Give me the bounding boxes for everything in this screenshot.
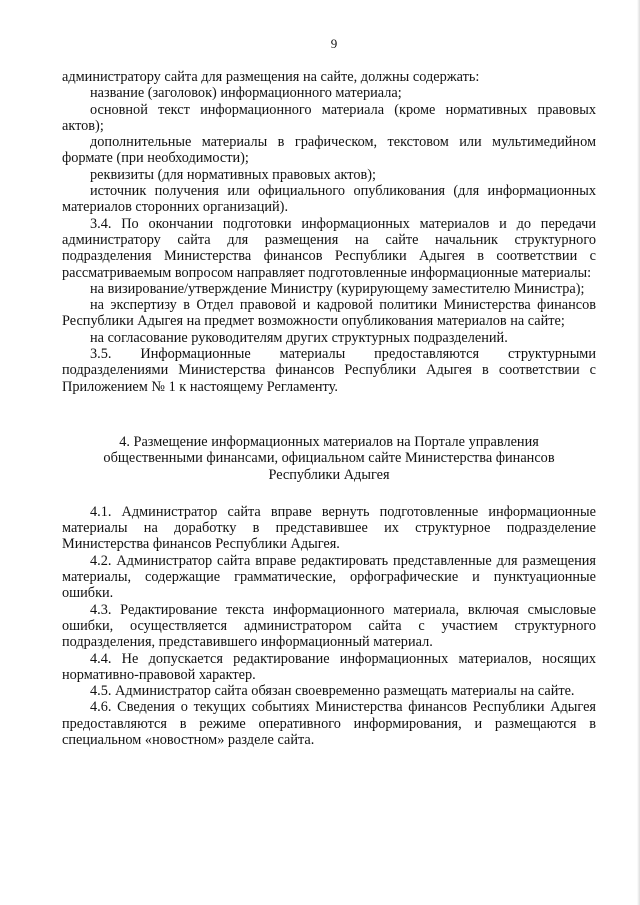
section-gap-bottom — [62, 483, 596, 504]
paragraph-16: 4.5. Администратор сайта обязан своевременно размещать материалы на сайте. — [90, 683, 575, 700]
paragraph-9: на экспертизу в Отдел правовой и кадровой политики Министерства финансов Республики Адыгея на предмет возможности опубликования материалов на сайте; — [62, 297, 596, 330]
page-number: 9 — [330, 36, 338, 51]
paragraph-3: основной текст информационного материала (кроме нормативных правовых актов); — [62, 101, 596, 134]
paragraph-13: 4.2. Администратор сайта вправе редактировать представленные для размещения материалы, содержащие грамматические, орфографические и пунктуационные ошибки. — [62, 552, 596, 602]
paragraph-12: 4.1. Администратор сайта вправе вернуть подготовленные информационные материалы на доработку в представившее их структурное подразделение Министерства финансов Республики Адыгея. — [62, 503, 596, 553]
paragraph-4: дополнительные материалы в графическом, текстовом или мультимедийном формате (при необходимости); — [62, 134, 596, 167]
paragraph-15: 4.4. Не допускается редактирование информационных материалов, носящих нормативно-правовой характер. — [62, 650, 596, 683]
section-heading: 4. Размещение информационных материалов на Портале управления общественными финансами, официальном сайте Министерства финансов Республики Адыгея — [103, 433, 555, 483]
paragraph-14: 4.3. Редактирование текста информационного материала, включая смысловые ошибки, осуществляется администратором сайта с участием структурного подразделения, представившего информационный материал. — [62, 601, 596, 651]
paragraph-7: 3.4. По окончании подготовки информационных материалов и до передачи администратору сайта для размещения на сайте начальник структурного подразделения Министерства финансов Республики Адыгея в соответствии с рассматриваемым вопросом направляет подготовленные информационные материалы: — [62, 215, 596, 281]
paragraph-10: на согласование руководителям других структурных подразделений. — [90, 329, 508, 346]
paragraph-8: на визирование/утверждение Министру (курирующему заместителю Министра); — [90, 280, 585, 297]
section-gap-top — [62, 395, 596, 434]
paragraph-17: 4.6. Сведения о текущих событиях Министерства финансов Республики Адыгея предоставляются в режиме оперативного информирования, и размещаются в специальном «новостном» разделе сайта. — [62, 699, 596, 748]
paragraph-6: источник получения или официального опубликования (для информационных материалов сторонних организаций). — [62, 183, 596, 216]
paragraph-5: реквизиты (для нормативных правовых актов); — [90, 166, 376, 183]
paragraph-1: администратору сайта для размещения на сайте, должны содержать: — [62, 69, 480, 85]
paragraph-11: 3.5. Информационные материалы предоставляются структурными подразделениями Министерства финансов Республики Адыгея в соответствии с Приложением № 1 к настоящему Регламенту. — [62, 346, 596, 395]
paragraph-2: название (заголовок) информационного материала; — [90, 85, 402, 102]
